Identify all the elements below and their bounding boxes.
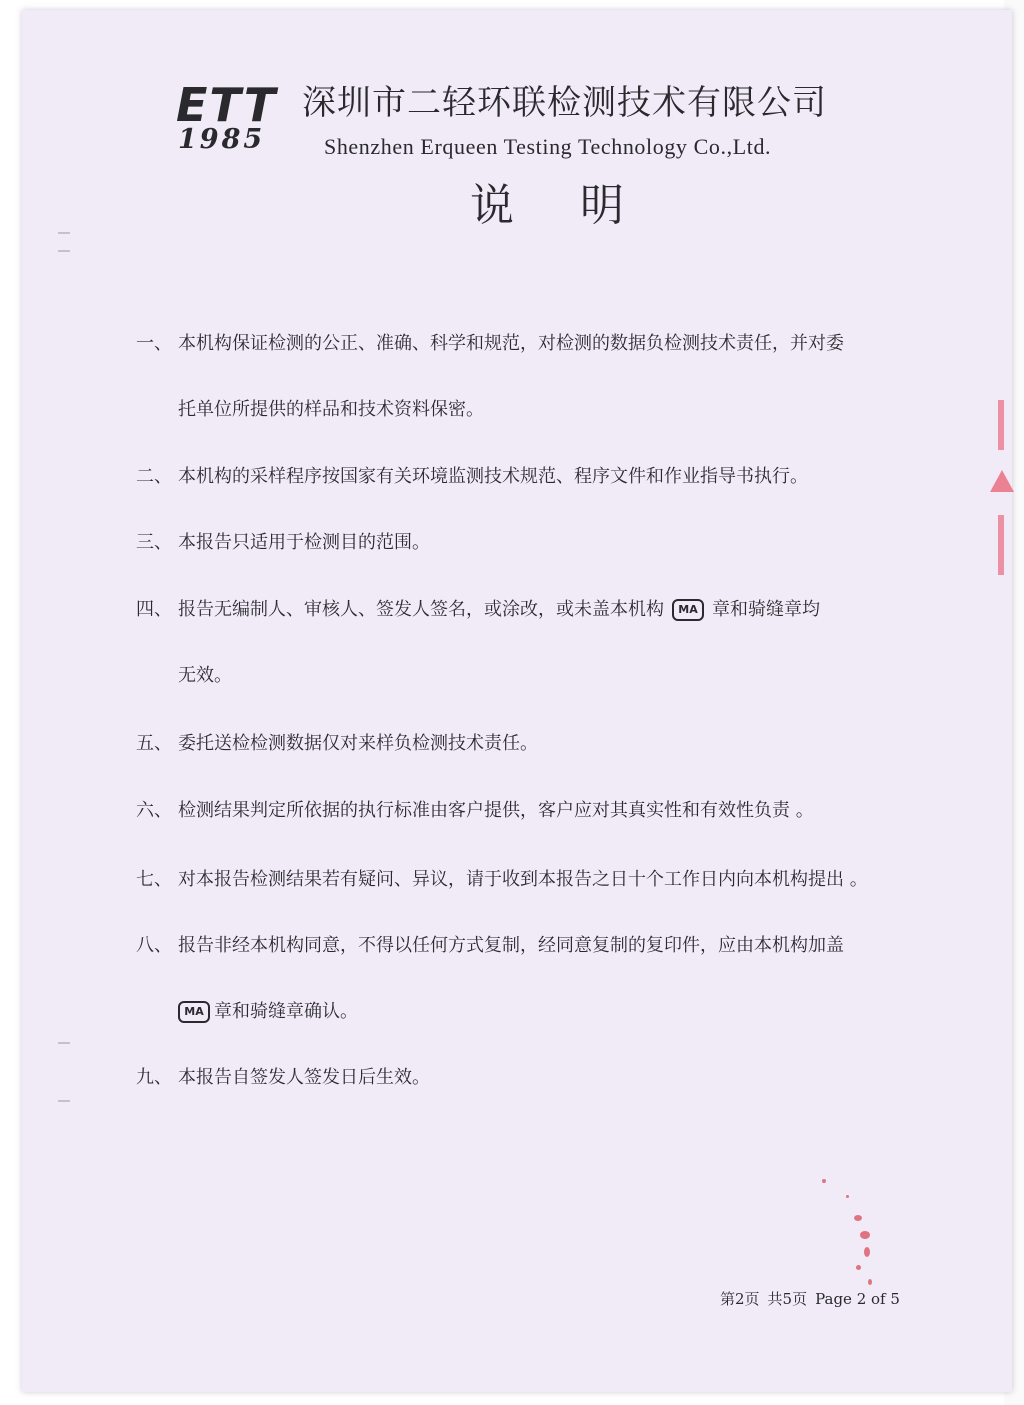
seal-star-icon xyxy=(990,470,1014,492)
clause-text: 本报告自签发人签发日后生效。 xyxy=(178,1067,430,1088)
page-footer xyxy=(720,1288,908,1310)
logo-ett-text: ETT xyxy=(176,78,278,132)
clause-text: 章和骑缝章均 xyxy=(712,599,820,620)
red-ink-specks xyxy=(820,1175,890,1295)
clause-number: 二、 xyxy=(136,466,172,487)
clause-7 xyxy=(136,866,936,894)
clause-continuation-text: 章和骑缝章确认。 xyxy=(214,1001,358,1022)
company-name-english: Shenzhen Erqueen Testing Technology Co.,Ltd. xyxy=(324,134,772,159)
page-total-cn: 共5页 xyxy=(767,1290,808,1308)
clause-continuation: 托单位所提供的样品和技术资料保密。 xyxy=(178,399,484,420)
punch-mark xyxy=(58,250,70,252)
punch-mark xyxy=(58,1042,70,1044)
red-seal-fragment xyxy=(990,390,1014,590)
clause-number: 八、 xyxy=(136,935,172,956)
clause-text: 报告非经本机构同意，不得以任何方式复制，经同意复制的复印件，应由本机构加盖 xyxy=(178,935,844,956)
company-logo xyxy=(176,78,296,155)
company-name-chinese: 深圳市二轻环联检测技术有限公司 xyxy=(302,83,827,123)
seal-stroke xyxy=(998,515,1004,575)
page-number-en: Page 2 of 5 xyxy=(815,1290,900,1308)
clause-continuation: 无效。 xyxy=(178,665,232,686)
clause-1 xyxy=(136,330,936,424)
clause-9 xyxy=(136,1064,936,1092)
clause-5 xyxy=(136,730,936,758)
clause-text: 对本报告检测结果若有疑问、异议，请于收到本报告之日十个工作日内向本机构提出 。 xyxy=(178,869,868,890)
cma-seal-icon: MA xyxy=(178,1001,210,1023)
cma-seal-icon: MA xyxy=(672,599,704,621)
clause-number: 七、 xyxy=(136,869,172,890)
clause-number: 五、 xyxy=(136,733,172,754)
clause-number: 四、 xyxy=(136,599,172,620)
clause-text: 本机构保证检测的公正、准确、科学和规范，对检测的数据负检测技术责任，并对委 xyxy=(178,333,844,354)
clause-number: 九、 xyxy=(136,1067,172,1088)
clause-text: 委托送检检测数据仅对来样负检测技术责任。 xyxy=(178,733,538,754)
clause-text: 检测结果判定所依据的执行标准由客户提供，客户应对其真实性和有效性负责 。 xyxy=(178,800,814,821)
clause-4 xyxy=(136,596,936,690)
clause-text: 报告无编制人、审核人、签发人签名，或涂改，或未盖本机构 xyxy=(178,599,664,620)
clause-text: 本机构的采样程序按国家有关环境监测技术规范、程序文件和作业指导书执行。 xyxy=(178,466,808,487)
clause-6 xyxy=(136,797,936,825)
clause-number: 六、 xyxy=(136,800,172,821)
clause-text: 本报告只适用于检测目的范围。 xyxy=(178,532,430,553)
seal-stroke xyxy=(998,400,1004,450)
punch-mark xyxy=(58,1100,70,1102)
logo-year-text: 1985 xyxy=(178,124,266,155)
clause-continuation xyxy=(136,998,936,1026)
clause-number: 三、 xyxy=(136,532,172,553)
document-title: 说明 xyxy=(470,180,690,231)
clause-8 xyxy=(136,932,936,1026)
clause-3 xyxy=(136,529,936,557)
clause-2 xyxy=(136,463,936,491)
page-number-cn: 第2页 xyxy=(720,1290,760,1308)
punch-mark xyxy=(58,232,70,234)
clause-number: 一、 xyxy=(136,333,172,354)
